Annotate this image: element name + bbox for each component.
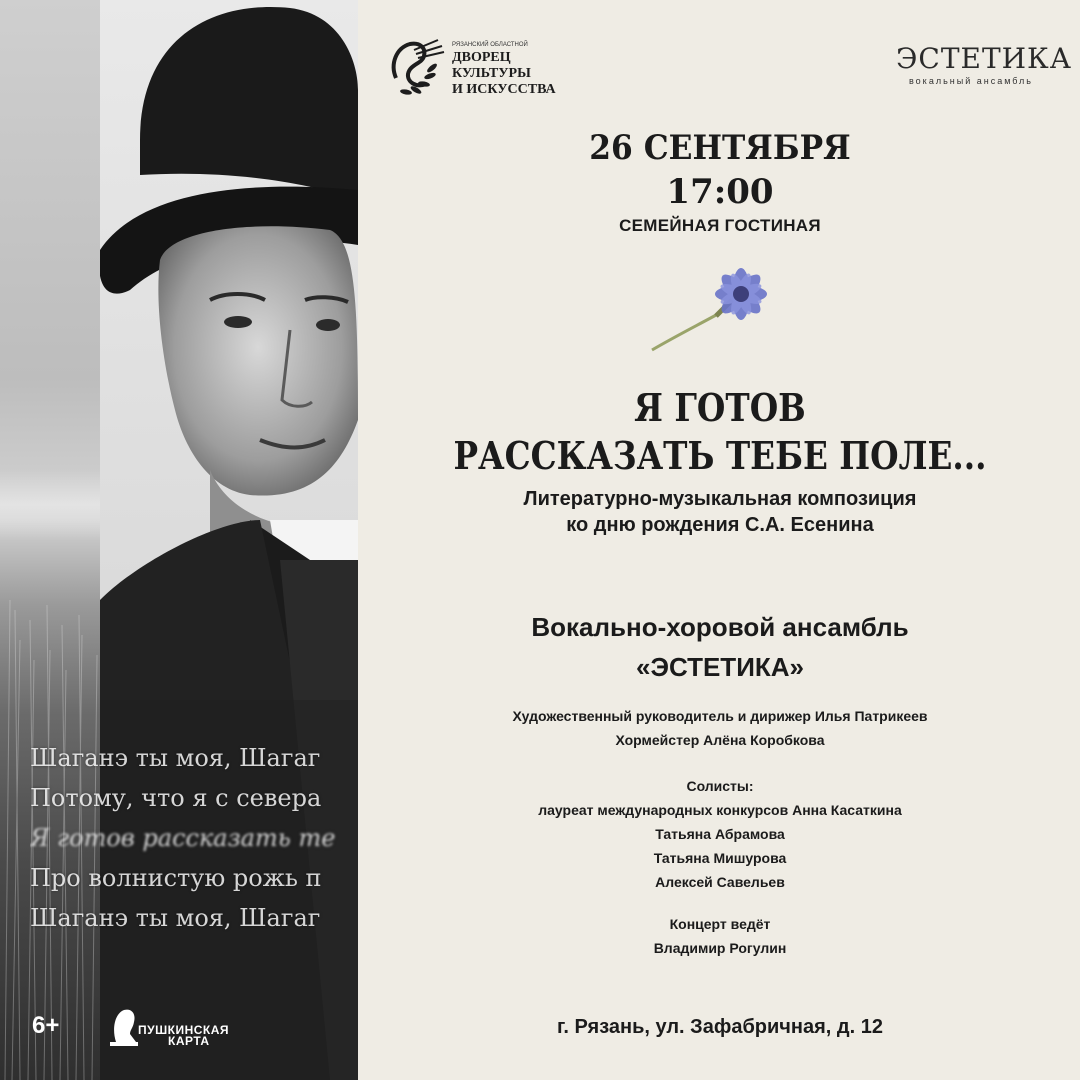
event-subtitle-line-1: Литературно-музыкальная композиция (523, 488, 917, 510)
age-rating: 6+ (32, 1012, 60, 1039)
event-title-line-2: РАССКАЗАТЬ ТЕБЕ ПОЛЕ... (453, 433, 987, 478)
soloists-heading: Солисты: (686, 778, 754, 794)
event-address: г. Рязань, ул. Зафабричная, д. 12 (557, 1016, 883, 1038)
poem-line: Я готов рассказать те (30, 824, 336, 852)
soloist: Алексей Савельев (655, 874, 785, 890)
pushkin-bust-icon (106, 1000, 142, 1050)
poem-line: Шаганэ ты моя, Шагаг (30, 744, 321, 772)
event-time: 17:00 (666, 172, 774, 212)
lyre-wreath-icon (386, 38, 448, 100)
cornflower-icon (646, 256, 786, 356)
org-name: ДВОРЕЦ КУЛЬТУРЫ И ИСКУССТВА (452, 50, 556, 97)
artistic-director: Художественный руководитель и дирижер Илья Патрикеев (512, 708, 928, 724)
choirmaster: Хормейстер Алёна Коробкова (615, 732, 825, 748)
pushkin-card-logo (106, 1000, 256, 1050)
event-title-line-1: Я ГОТОВ (634, 385, 806, 430)
host-heading: Концерт ведёт (669, 916, 771, 932)
poem-line: Про волнистую рожь п (30, 864, 322, 892)
event-subtitle-line-2: ко дню рождения С.А. Есенина (566, 514, 874, 536)
event-venue: СЕМЕЙНАЯ ГОСТИНАЯ (619, 216, 821, 235)
estetika-logo-sub: вокальный ансамбль (909, 76, 1033, 86)
soloist: Татьяна Мишурова (653, 850, 787, 866)
estetika-logo-name: ЭСТЕТИКА (896, 42, 1072, 75)
org-region-label: РЯЗАНСКИЙ ОБЛАСТНОЙ (452, 42, 528, 48)
ensemble-name: «ЭСТЕТИКА» (636, 652, 804, 682)
host-name: Владимир Рогулин (653, 940, 787, 956)
field-haze (0, 470, 100, 540)
palace-of-culture-logo (386, 38, 606, 104)
pushkin-card-text: ПУШКИНСКАЯ КАРТА (138, 1023, 230, 1048)
estetika-logo (896, 42, 1072, 94)
poem-line: Шаганэ ты моя, Шагаг (30, 904, 321, 932)
event-date: 26 СЕНТЯБРЯ (589, 128, 851, 168)
soloist: лауреат международных конкурсов Анна Касаткина (538, 802, 902, 818)
soloist: Татьяна Абрамова (655, 826, 785, 842)
poem-excerpt (30, 738, 360, 948)
poem-line: Потому, что я с севера (30, 784, 322, 812)
ensemble-type: Вокально-хоровой ансамбль (531, 612, 909, 642)
